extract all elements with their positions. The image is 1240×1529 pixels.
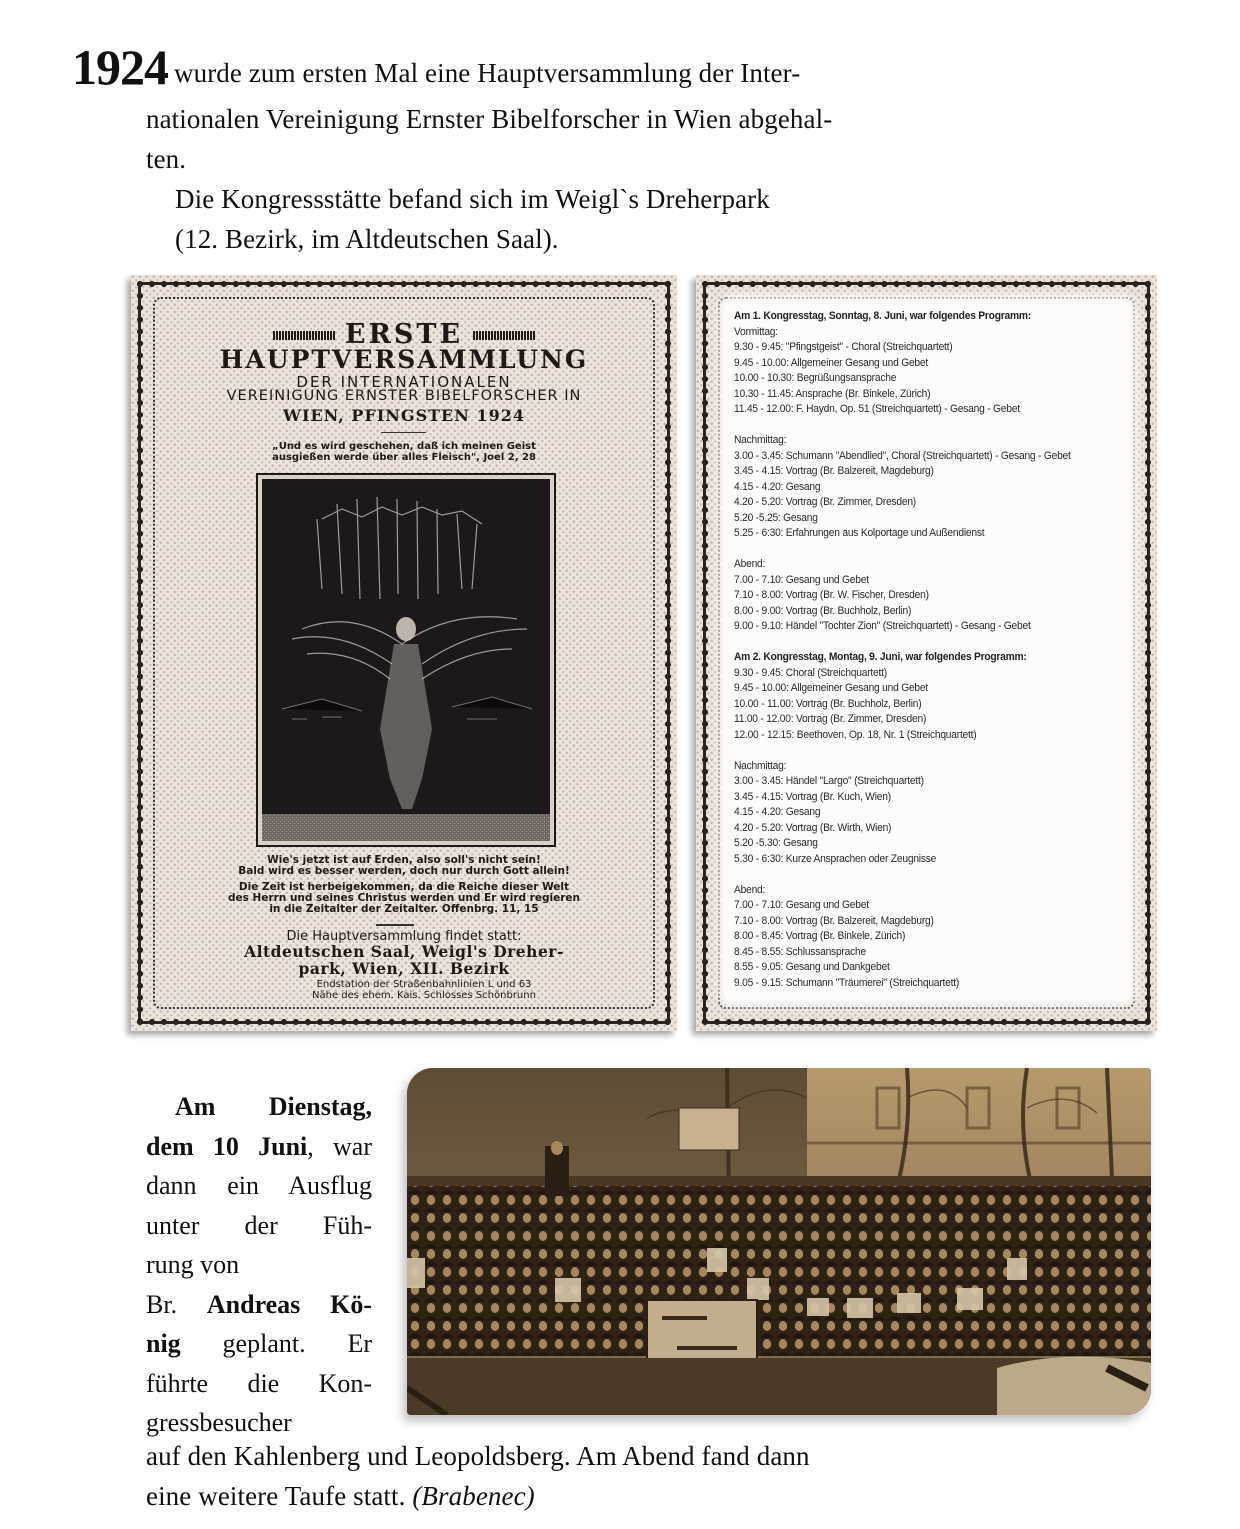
verse-line: Bald wird es besser werden, doch nur durch Gott allein! — [238, 865, 570, 877]
program-entry: 9.00 - 9.10: Händel "Tochter Zion" (Streichquartett) - Gesang - Gebet — [734, 620, 1031, 632]
poster-subtitle-3: WIEN, PFINGSTEN 1924 — [283, 406, 525, 425]
program-entry: 11.45 - 12.00: F. Haydn, Op. 51 (Streichquartett) - Gesang - Gebet — [734, 403, 1020, 415]
decorative-bar — [473, 331, 535, 340]
program-day-heading: Am 2. Kongresstag, Montag, 9. Juni, war folgendes Programm: — [734, 651, 1027, 663]
quote-line: ausgießen werde über alles Fleisch", Joel 2, 28 — [272, 452, 536, 463]
program-entry: 3.00 - 3.45: Schumann "Abendlied", Choral (Streichquartett) - Gesang - Gebet — [734, 449, 1071, 462]
program-list — [734, 309, 1130, 991]
program-period-label: Vormittag: — [734, 325, 778, 338]
program-entry: 9.05 - 9.15: Schumann "Träumerei" (Streichquartett) — [734, 976, 960, 989]
spacer — [734, 418, 1130, 434]
bold-date: Am Dienstag, — [175, 1092, 372, 1121]
verse-line: des Herrn und seines Christus werden und Er wird regieren — [228, 892, 580, 904]
program-period-label: Nachmittag: — [734, 434, 787, 446]
program-entry: 7.10 - 8.00: Vortrag (Br. W. Fischer, Dresden) — [734, 589, 929, 601]
intro-line-1 — [72, 38, 800, 96]
angel-illustration-art — [262, 479, 550, 841]
intro-line-4: Die Kongressstätte befand sich im Weigl`s Dreherpark — [175, 184, 770, 214]
program-entry: 3.45 - 4.15: Vortrag (Br. Kuch, Wien) — [734, 790, 891, 803]
tuesday-line: führte die Kon- — [146, 1368, 372, 1398]
program-entry: 9.30 - 9.45: "Pfingstgeist" - Choral (Streichquartett) — [734, 341, 953, 353]
tuesday-line — [146, 1087, 372, 1127]
program-entry: 5.20 -5.25: Gesang — [734, 511, 818, 524]
program-entry: 9.30 - 9.45: Choral (Streichquartett) — [734, 666, 887, 679]
program-entry: 4.20 - 5.20: Vortrag (Br. Wirth, Wien) — [734, 821, 892, 834]
angel-illustration — [258, 475, 554, 845]
program-entry: 8.00 - 8.45: Vortrag (Br. Binkele, Zürich) — [734, 930, 906, 942]
program-day-heading: Am 1. Kongresstag, Sonntag, 8. Juni, war folgendes Programm: — [734, 310, 1031, 322]
program-entry: 7.00 - 7.10: Gesang und Gebet — [734, 573, 869, 586]
program-entry: 5.30 - 6:30: Kurze Ansprachen oder Zeugnisse — [734, 852, 937, 865]
intro-line-3: ten. — [146, 144, 187, 174]
divider — [381, 432, 426, 433]
spacer — [734, 542, 1130, 558]
text: geplant. Er — [180, 1329, 372, 1358]
divider — [376, 924, 414, 926]
spacer — [734, 743, 1130, 759]
verse-line: Wie's jetzt ist auf Erden, also soll's nicht sein! — [267, 854, 541, 866]
program-entry: 8.55 - 9.05: Gesang und Dankgebet — [734, 961, 890, 973]
quote-line: „Und es wird geschehen, daß ich meinen Geist — [272, 441, 536, 452]
text: Br. — [146, 1289, 207, 1319]
program-entry: 3.45 - 4.15: Vortrag (Br. Balzereit, Magdeburg) — [734, 465, 934, 477]
source-citation: (Brabenec) — [412, 1481, 535, 1511]
tuesday-paragraph — [146, 1087, 372, 1443]
directions-line: Nähe des ehem. Kais. Schlosses Schönbrunn — [312, 990, 536, 1001]
group-photo — [407, 1068, 1151, 1415]
bold-name: nig — [146, 1329, 181, 1358]
program-entry: 11.00 - 12.00: Vortrag (Br. Zimmer, Dresden) — [734, 713, 927, 725]
intro-line-5: (12. Bezirk, im Altdeutschen Saal). — [175, 224, 559, 254]
intro-line-2: nationalen Vereinigung Ernster Bibelforscher in Wien abgehal- — [146, 104, 833, 134]
program-entry: 9.45 - 10.00: Allgemeiner Gesang und Gebet — [734, 356, 929, 369]
bold-name: Andreas Kö- — [206, 1289, 372, 1319]
verse-line: in die Zeitalter der Zeitalter. Offenbrg. 11, 15 — [269, 903, 539, 915]
tuesday-line: rung von — [146, 1250, 240, 1279]
tuesday-line: gressbesucher — [146, 1408, 292, 1437]
program-entry: 4.15 - 4.20: Gesang — [734, 806, 821, 818]
text: eine weitere Taufe statt. — [146, 1481, 413, 1511]
program-entry: 10.30 - 11.45: Ansprache (Br. Binkele, Zürich) — [734, 387, 931, 400]
program-entry: 3.00 - 3.45: Händel "Largo" (Streichquartett) — [734, 775, 924, 787]
text: , war — [307, 1131, 372, 1161]
program-entry: 5.20 -5.30: Gesang — [734, 837, 818, 849]
poster-subtitle-2: VEREINIGUNG ERNSTER BIBELFORSCHER IN — [226, 388, 582, 404]
poster-findet-statt: Die Hauptversammlung findet statt: — [286, 929, 522, 944]
poster-venue — [131, 943, 677, 977]
venue-line: park, Wien, XII. Bezirk — [298, 959, 510, 978]
program-entry: 8.45 - 8.55: Schlussansprache — [734, 945, 866, 958]
program-entry: 5.25 - 6:30: Erfahrungen aus Kolportage und Außendienst — [734, 527, 985, 539]
program-entry: 8.00 - 9.00: Vortrag (Br. Buchholz, Berlin) — [734, 604, 912, 617]
spacer — [734, 867, 1130, 883]
poster-title-erste-text: ERSTE — [344, 319, 464, 350]
verse-line: Die Zeit ist herbeigekommen, da die Reiche dieser Welt — [238, 881, 570, 893]
program-entry: 4.20 - 5.20: Vortrag (Br. Zimmer, Dresden) — [734, 496, 916, 508]
program-entry: 12.00 - 12.15: Beethoven, Op. 18, Nr. 1 (Streichquartett) — [734, 728, 977, 741]
congress-poster — [131, 275, 677, 1031]
tuesday-line — [146, 1127, 372, 1167]
tuesday-line — [146, 1285, 372, 1325]
program-entry: 4.15 - 4.20: Gesang — [734, 480, 821, 493]
poster-quote — [131, 441, 677, 463]
tuesday-line: dann ein Ausflug — [146, 1171, 372, 1200]
program-period-label: Abend: — [734, 558, 766, 570]
year-heading: 1924 — [72, 39, 168, 95]
program-entry: 9.45 - 10.00: Allgemeiner Gesang und Gebet — [734, 682, 929, 694]
poster-title-hauptversammlung: HAUPTVERSAMMLUNG — [219, 345, 589, 374]
closing-line-2 — [146, 1481, 535, 1512]
program-period-label: Abend: — [734, 883, 766, 896]
poster-verse-2 — [131, 882, 677, 915]
decorative-bar — [273, 331, 335, 340]
closing-line-1: auf den Kahlenberg und Leopoldsberg. Am Abend fand dann — [146, 1441, 810, 1471]
spacer — [734, 635, 1130, 651]
poster-verse-1 — [131, 855, 677, 877]
poster-subtitle-1: DER INTERNATIONALEN — [296, 373, 512, 391]
intro-text-1: wurde zum ersten Mal eine Hauptversammlung der Inter- — [174, 58, 801, 88]
program-entry: 10.00 - 10.30: Begrüßungsansprache — [734, 372, 897, 384]
directions-line: Endstation der Straßenbahnlinien L und 63 — [316, 979, 532, 990]
program-entry: 7.10 - 8.00: Vortrag (Br. Balzereit, Magdeburg) — [734, 914, 934, 927]
poster-directions — [131, 979, 677, 1001]
congress-program — [696, 275, 1157, 1031]
program-entry: 10.00 - 11.00: Vortrag (Br. Buchholz, Berlin) — [734, 697, 922, 710]
group-photo-art — [407, 1068, 1151, 1415]
bold-date: dem 10 Juni — [146, 1131, 308, 1161]
venue-line: Altdeutschen Saal, Weigl's Dreher- — [244, 942, 564, 961]
tuesday-line — [146, 1324, 372, 1364]
program-entry: 7.00 - 7.10: Gesang und Gebet — [734, 899, 869, 911]
tuesday-line: unter der Füh- — [146, 1210, 372, 1240]
program-period-label: Nachmittag: — [734, 759, 787, 772]
